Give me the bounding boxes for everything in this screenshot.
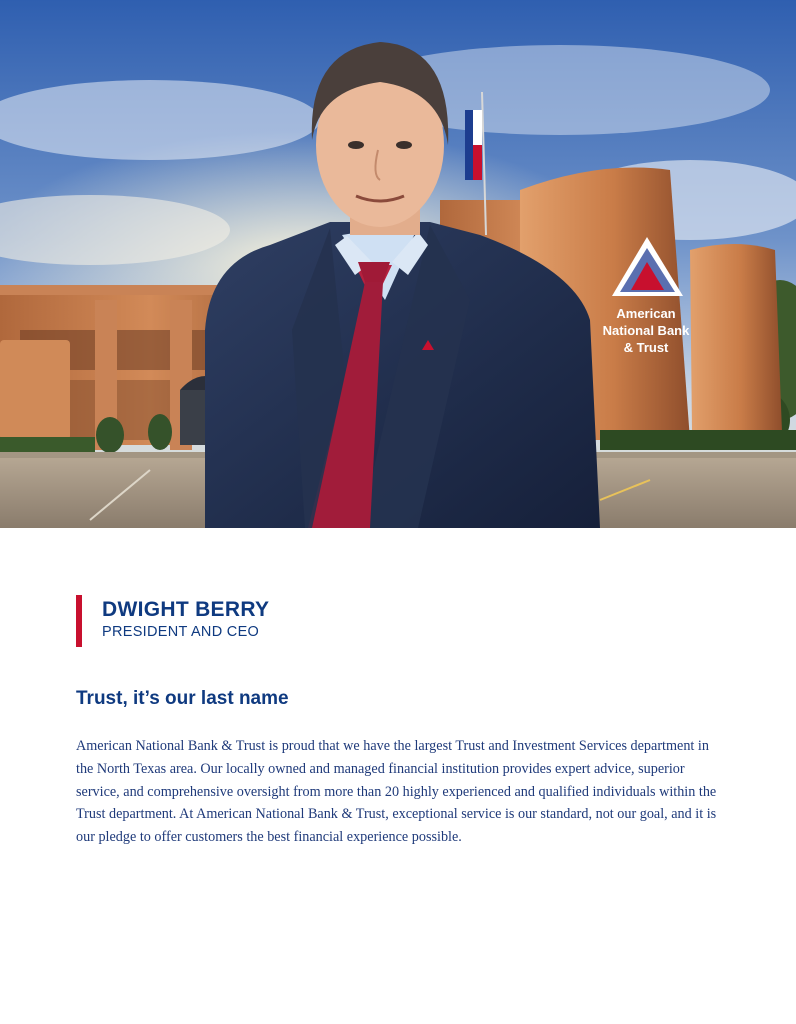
article-body: American National Bank & Trust is proud that we have the largest Trust and Investment Services department in the North Texas area. Our locally owned and managed financial institution provides expert advice, superior service, and comprehensive oversight from more than 20 highly experienced and qualified individuals within the Trust department. At American National Bank & Trust, exceptional service is our standard, not our goal, and it is our pledge to offer customers the best financial experience possible.	[76, 738, 717, 846]
article-heading: Trust, it’s our last name	[76, 688, 289, 709]
accent-bar	[76, 595, 82, 647]
sign-line-3: & Trust	[623, 340, 669, 355]
person-name: DWIGHT BERRY	[102, 598, 270, 621]
person-title: PRESIDENT AND CEO	[102, 624, 260, 640]
sign-line-2: National Bank	[602, 323, 690, 338]
sign-line-1: American	[616, 306, 676, 321]
